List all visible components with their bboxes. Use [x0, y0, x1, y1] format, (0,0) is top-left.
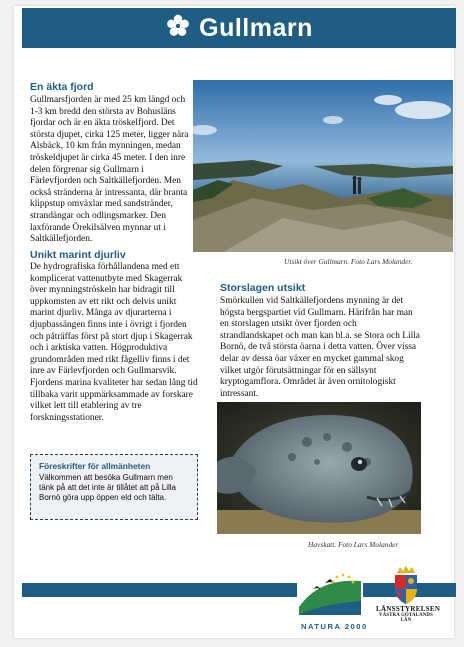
- authority-name-line1: LÄNSSTYRELSEN: [376, 605, 441, 613]
- page-title: Gullmarn: [199, 13, 313, 42]
- section-heading-view: Storslagen utsikt: [220, 282, 306, 294]
- section-text-fjord: Gullmarsfjorden är med 25 km längd och 1-3 km bredd den största av Bohusläns fjordar och är en äkta tröskelfjord. Det största djupet, cirka 125 meter, ligger nära Alsbäck, 10 km från mynningen, medan tröskeldjupet är cirka 45 meter. I den inre delen förgrenar sig Gullmarn i Färlevfjorden och Saltkällefjorden. Men också stränderna är intressanta, där branta klippstup omväxlar med sandstränder, strandängar och odlingsmarker. Den laxförande Örekilsälven mynnar ut i Saltkällefjorden.: [30, 95, 189, 245]
- regulations-text: Välkommen att besöka Gullmarn men tänk på att det inte är tillåtet att på Lilla Bornö göra upp öppen eld och tälta.: [39, 473, 176, 503]
- natura-2000-label: NATURA 2000: [301, 622, 368, 631]
- flower-icon: [165, 13, 191, 44]
- authority-name-line2: VÄSTRA GÖTALANDS LÄN: [379, 613, 433, 623]
- fish-caption: Havskatt. Foto Lars Molander: [308, 540, 399, 549]
- regulations-box: [30, 454, 198, 520]
- section-text-view: Smörkullen vid Saltkällefjordens mynning är det högsta bergspartiet vid Gullmarn. Härifrån har man en storslagen utsikt över fjorden och strandlandskapet och man kan bl.a. se Stora och Lilla Bornö, de två största öarna i detta vatten. Över vissa delar av dessa öar växer en mycket gammal skog vilket utgör förutsättningar för en sällsynt kryptogamflora. Området är även ornitologiskt intressant.: [220, 296, 420, 399]
- landscape-caption: Utsikt över Gullmarn. Foto Lars Molander.: [284, 257, 413, 266]
- regulations-heading: Föreskrifter för allmänheten: [39, 461, 151, 471]
- coat-of-arms-logo: [391, 565, 421, 605]
- authority-name: [376, 605, 441, 623]
- fish-photo: [217, 402, 421, 534]
- title-banner: [22, 8, 456, 48]
- section-heading-marine: Unikt marint djurliv: [30, 249, 126, 261]
- section-heading-fjord: En äkta fjord: [30, 81, 94, 93]
- landscape-photo: [193, 80, 453, 252]
- section-text-marine: De hydrografiska förhållandena med ett komplicerat vattenutbyte med Skagerrak över mynningströskeln har bidragit till uppkomsten av ett rikt och delvis unikt marint djurliv. Många av djurarterna i djupbassängen finns inte i övrigt i fjorden och påträffas först på stort djup i Skagerrak och i arktiska vatten. Högproduktiva grundområden med rikt fågelliv finns i det inre av Färlevfjorden och Gullmarsvik. Fjordens marina kvaliteter har sedan lång tid tillbaka varit uppmärksammade av forskare vilket lett till etablering av tre forskningsstationer.: [30, 262, 198, 423]
- natura-2000-logo: [293, 567, 367, 621]
